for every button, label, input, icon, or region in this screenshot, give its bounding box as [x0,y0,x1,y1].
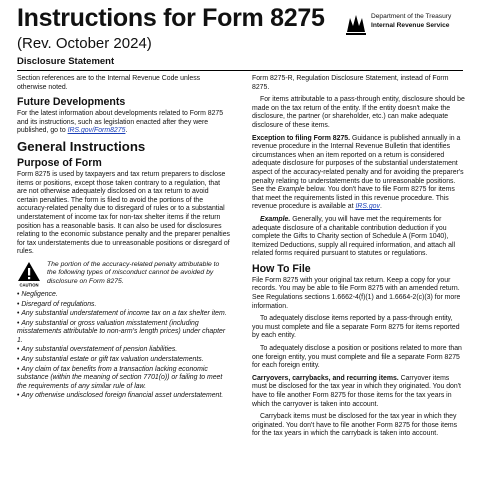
left-column [17,75,230,402]
list-item: • Disregard of regulations. [17,301,230,310]
form8275-link[interactable]: IRS.gov/Form8275 [67,127,126,135]
exception-text-2: below. You don't have to file Form 8275 for items that meet the requirements listed in this revenue procedure. This revenue procedure is available at [252,186,455,211]
carryovers-label: Carryovers, carrybacks, and recurring items. [252,374,399,382]
caution-icon [17,261,41,287]
future-developments-paragraph [17,110,230,136]
regulation-paragraph: Form 8275-R, Regulation Disclosure Statement, instead of Form 8275. [252,75,449,91]
irs-eagle-logo-icon [344,12,368,36]
carryovers-paragraph [252,375,465,409]
example-paragraph [252,216,465,259]
revision-date: (Rev. October 2024) [17,35,152,52]
carrybacks-paragraph: Carryback items must be disclosed for the tax year in which they originated. You don't have to file another Form 8275 for those items for the tax years in which the carryback is taken into account. [252,413,458,438]
caution-box [17,261,230,287]
irs-gov-link[interactable]: IRS.gov [355,203,380,211]
list-item: • Any substantial understatement of income tax on a tax shelter item. [17,310,230,319]
dept-irs: Internal Revenue Service [371,21,450,29]
page-title: Instructions for Form 8275 [17,4,325,32]
intro-paragraph: Section references are to the Internal Revenue Code unless otherwise noted. [17,75,201,91]
how-to-file-paragraph-3: To adequately disclose a position or positions related to more than one foreign entity, you must complete and file a separate Form 8275 for each foreign entity. [252,345,462,370]
pass-through-paragraph: For items attributable to a pass-through entity, disclosure should be made on the tax return of the entity. If the entity doesn't make the disclosure, the partner (or shareholder, etc.) can make adequate disclosure of these items. [252,96,465,129]
list-item: • Any otherwise undisclosed foreign financial asset understatement. [17,392,230,401]
example-label: Example. [260,215,291,223]
header-divider [17,70,463,71]
caution-text: The portion of the accuracy-related penalty attributable to the following types of misconduct cannot be avoided by disclosure on Form 8275. [47,260,220,285]
right-column [252,75,465,443]
how-to-file-paragraph-2: To adequately disclose items reported by a pass-through entity, you must complete and file a separate Form 8275 for items reported by each entity. [252,315,460,340]
exception-paragraph [252,135,465,212]
purpose-heading: Purpose of Form [17,156,102,169]
how-to-file-paragraph-1: File Form 8275 with your original tax return. Keep a copy for your records. You may be able to file Form 8275 with an amended return. See Regulations sections 1.6662-4(f)(1) and 1.6664-2(c)(3) for more information. [252,276,461,310]
list-item: • Any substantial overstatement of pension liabilities. [17,346,230,355]
future-end: . [125,127,128,135]
list-item: • Any substantial estate or gift tax valuation understatements. [17,356,230,365]
list-item: • Negligence. [17,291,230,300]
exception-end: . [379,203,382,211]
caution-label: CAUTION [19,282,39,287]
exception-text: Guidance is published annually in a revenue procedure in the Internal Revenue Bulletin that identifies circumstances when an item reported on a return is considered adequate disclosure for purposes of the substantial understatement aspect of the accuracy-related penalty and for avoiding the preparer's penalty relating to understatements due to unreasonable positions. See the [252,134,464,194]
future-developments-heading: Future Developments [17,96,126,109]
how-to-file-heading: How To File [252,262,311,275]
general-instructions-heading: General Instructions [17,138,146,154]
form-subtitle: Disclosure Statement [17,56,115,67]
purpose-paragraph: Form 8275 is used by taxpayers and tax return preparers to disclose items or positions, except those taken contrary to a regulation, that are not otherwise adequately disclosed on a tax return to avoid certain penalties. The form is filed to avoid the portions of the accuracy-related penalty due to disregard of rules or to a substantial understatement of income tax for non-tax shelter items if the return position has a reasonable basis. It can also be used for disclosures relating to the economic substance penalty and the preparer penalties for tax understatements due to unreasonable positions or disregard of rules. [17,170,230,256]
dept-treasury: Department of the Treasury [371,13,452,20]
carryovers-text: Carryover items must be disclosed for the tax year in which they originated. You don't have to file another Form 8275 for those items for the tax years in which the carryover is taken into account. [252,374,461,408]
list-item: • Any substantial or gross valuation misstatement (including misstatements attributable to non-arm's length prices) under chapter 1. [17,320,230,346]
misconduct-list [17,291,230,401]
future-text: For the latest information about developments related to Form 8275 and its instructions, such as legislation enacted after they were published, go to [17,110,224,135]
agency-block [371,13,451,30]
list-item: • Any claim of tax benefits from a transaction lacking economic substance (within the meaning of section 7701(o)) or failing to meet the requirements of any similar rule of law. [17,366,230,392]
example-reference: Example [277,186,305,194]
exception-label: Exception to filing Form 8275. [252,134,351,142]
example-text: Generally, you will have met the requirements for adequate disclosure of a charitable contribution deduction if you complete the Gifts to Charity section of Schedule A (Form 1040), Itemized Deductions, supply all required information, and attach all related forms required pursuant to statutes or regulations. [252,215,456,258]
